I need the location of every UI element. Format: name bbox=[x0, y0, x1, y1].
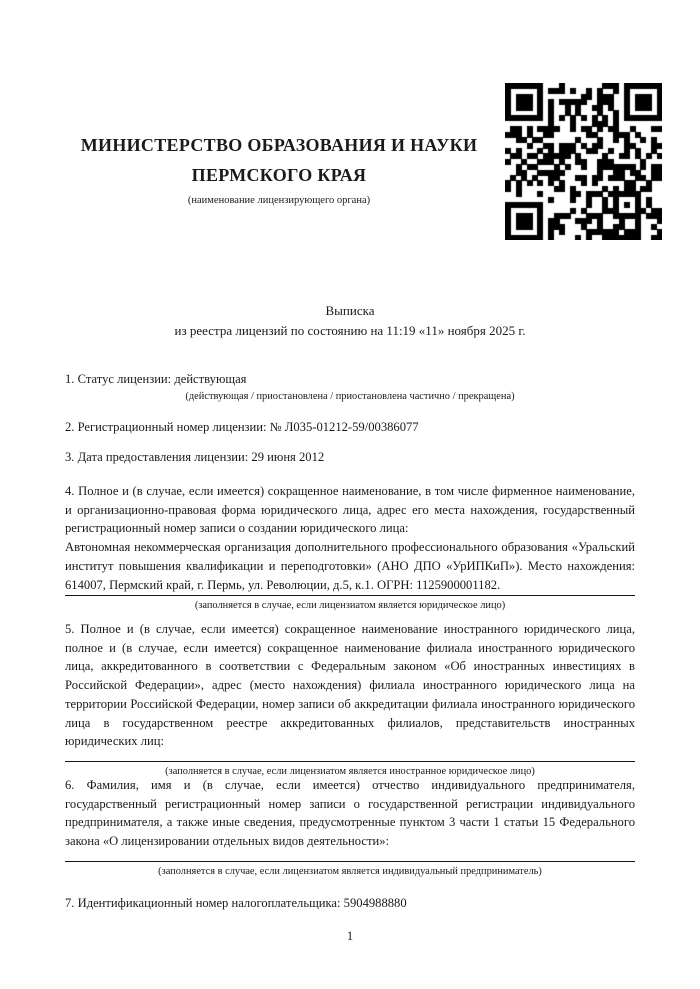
item-legal-entity bbox=[65, 482, 635, 612]
foreign-entity-label: 5. Полное и (в случае, если имеется) сокращенное наименование иностранного юридического лица, полное и (в случае, если имеется) сокращенное наименование филиала иностранного юридического лица, аккредитованного в соответствии с Федеральным законом «Об иностранных инвестициях в Российской Федерации», адрес (место нахождения) филиала иностранного юридического лица на территории Российской Федерации, номер записи об аккредитации филиала иностранного юридического лица в государственном реестре аккредитованных филиалов, представительств иностранных юридических лиц: bbox=[65, 622, 635, 749]
item-foreign-entity bbox=[65, 620, 635, 778]
license-date-text: 3. Дата предоставления лицензии: 29 июня 2012 bbox=[65, 450, 325, 464]
legal-entity-fill-line bbox=[65, 595, 635, 596]
authority-name bbox=[65, 130, 493, 190]
foreign-entity-caption: (заполняется в случае, если лицензиатом является иностранное юридическое лицо) bbox=[165, 765, 535, 777]
item-registration-number bbox=[65, 418, 635, 437]
authority-name-caption: (наименование лицензирующего органа) bbox=[187, 195, 371, 206]
authority-name-line2: ПЕРМСКОГО КРАЯ bbox=[191, 165, 367, 185]
page-number: 1 bbox=[346, 929, 354, 943]
licensing-authority-header bbox=[65, 130, 493, 206]
document-title-line1: Выписка bbox=[325, 303, 375, 318]
item-license-date bbox=[65, 448, 635, 467]
item-individual-entrepreneur bbox=[65, 776, 635, 878]
authority-name-line1: МИНИСТЕРСТВО ОБРАЗОВАНИЯ И НАУКИ bbox=[80, 135, 478, 155]
document-title-line2: из реестра лицензий по состоянию на 11:19 «11» ноября 2025 г. bbox=[174, 323, 526, 338]
legal-entity-label: 4. Полное и (в случае, если имеется) сокращенное наименование, в том числе фирменное наименование, и организационно-правовая форма юридического лица, адрес его места нахождения, государственный регистрационный номер записи о создании юридического лица: bbox=[65, 484, 635, 536]
item-license-status bbox=[65, 370, 635, 403]
item-taxpayer-number bbox=[65, 894, 635, 913]
individual-entrepreneur-blank-line bbox=[65, 861, 635, 862]
taxpayer-number-text: 7. Идентификационный номер налогоплательщика: 5904988880 bbox=[65, 896, 407, 910]
legal-entity-caption: (заполняется в случае, если лицензиатом является юридическое лицо) bbox=[194, 600, 506, 612]
document-title bbox=[65, 301, 635, 341]
individual-entrepreneur-caption: (заполняется в случае, если лицензиатом является индивидуальный предприниматель) bbox=[158, 865, 542, 877]
qr-code-icon bbox=[505, 83, 662, 240]
legal-entity-value: Автономная некоммерческая организация дополнительного профессионального образования «Уральский институт повышения квалификации и переподготовки» (АНО ДПО «УрИПКиП»). Место нахождения: 614007, Пермский край, г. Пермь, ул. Революции, д.5, к.1. ОГРН: 1125900001182. bbox=[65, 540, 635, 592]
registration-number-text: 2. Регистрационный номер лицензии: № Л035-01212-59/00386077 bbox=[65, 420, 419, 434]
foreign-entity-blank-line bbox=[65, 761, 635, 762]
license-status-caption: (действующая / приостановлена / приостановлена частично / прекращена) bbox=[185, 390, 515, 402]
individual-entrepreneur-label: 6. Фамилия, имя и (в случае, если имеется) отчество индивидуального предпринимателя, государственный регистрационный номер записи о государственной регистрации индивидуального предпринимателя, а также иные сведения, предусмотренные пунктом 3 части 1 статьи 15 Федерального закона «О лицензировании отдельных видов деятельности»: bbox=[65, 778, 635, 849]
license-status-text: 1. Статус лицензии: действующая bbox=[65, 372, 247, 386]
